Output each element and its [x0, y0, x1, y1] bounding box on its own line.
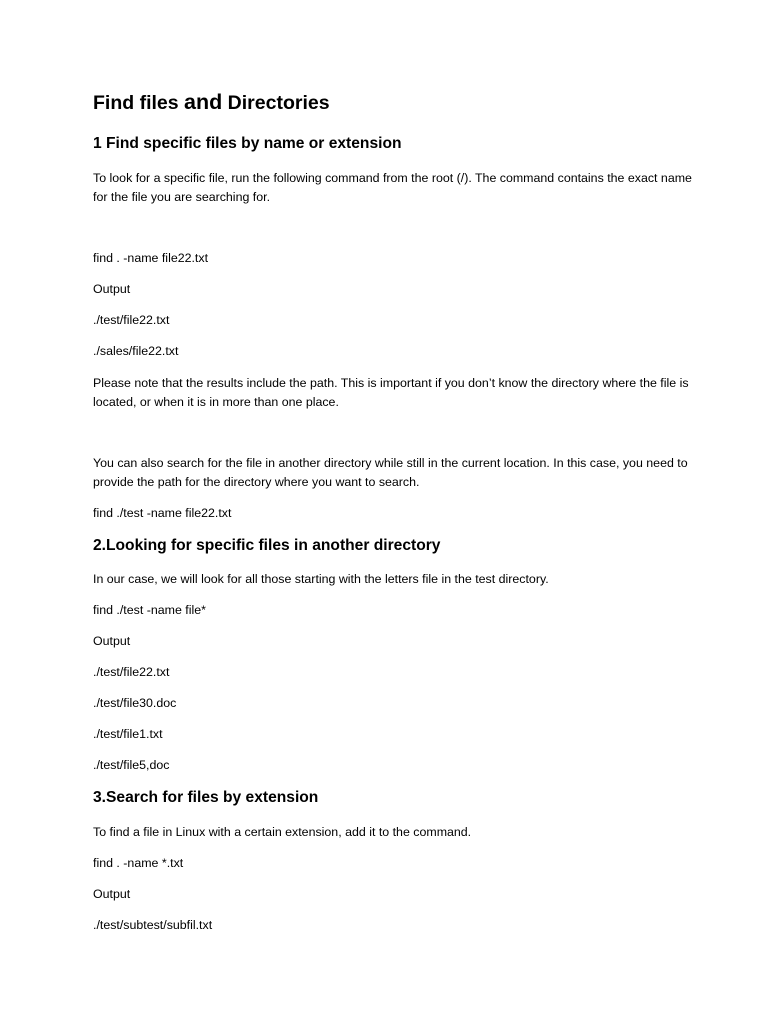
section-3-command: find . -name *.txt [93, 856, 184, 870]
section-1-output-line: ./test/file22.txt [93, 313, 170, 327]
section-2-command: find ./test -name file* [93, 603, 206, 617]
document-title [93, 89, 330, 116]
section-1-extra: You can also search for the file in another directory while still in the current location. In this case, you need to provide the path for the directory where you want to search. [93, 456, 688, 489]
section-2-heading: 2.Looking for specific files in another directory [93, 537, 441, 554]
section-1-command: find . -name file22.txt [93, 251, 209, 265]
section-1-extra-command: find ./test -name file22.txt [93, 506, 232, 520]
section-3-output-label: Output [93, 887, 131, 901]
title-part-2: and [184, 90, 223, 114]
section-3-heading: 3.Search for files by extension [93, 789, 319, 806]
section-2-output-line: ./test/file5,doc [93, 758, 170, 772]
section-1-output-label: Output [93, 282, 131, 296]
section-1-intro: To look for a specific file, run the following command from the root (/). The command contains the exact name for the file you are searching for. [93, 171, 692, 204]
section-2-output-line: ./test/file30.doc [93, 696, 177, 710]
section-1-note: Please note that the results include the path. This is important if you don’t know the directory where the file is located, or when it is in more than one place. [93, 376, 689, 409]
section-1-heading: 1 Find specific files by name or extension [93, 135, 402, 152]
title-part-1: Find files [93, 92, 185, 114]
section-1-output-line: ./sales/file22.txt [93, 344, 179, 358]
section-2-intro: In our case, we will look for all those starting with the letters file in the test directory. [93, 572, 549, 586]
title-part-3: Directories [222, 92, 330, 114]
section-2-output-line: ./test/file22.txt [93, 665, 170, 679]
section-2-output-line: ./test/file1.txt [93, 727, 163, 741]
section-3-output-line: ./test/subtest/subfil.txt [93, 918, 213, 932]
section-3-intro: To find a file in Linux with a certain extension, add it to the command. [93, 825, 472, 839]
section-2-output-label: Output [93, 634, 131, 648]
